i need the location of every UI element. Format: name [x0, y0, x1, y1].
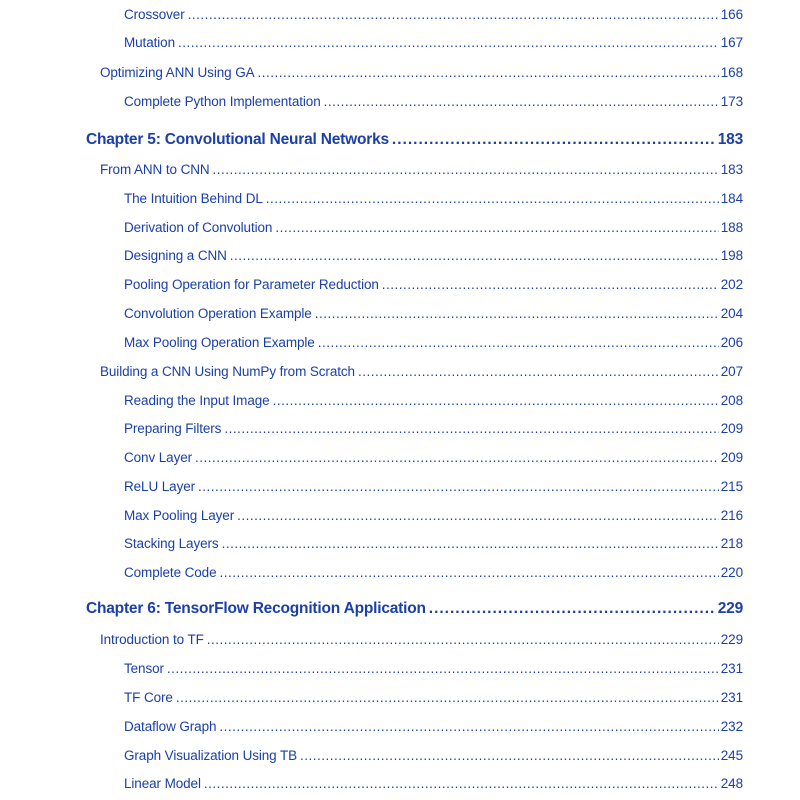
toc-entry-page[interactable]: 232	[720, 719, 743, 734]
toc-entry-page[interactable]: 166	[720, 7, 743, 22]
toc-entry-leader	[237, 508, 719, 523]
toc-entry-leader	[195, 450, 719, 465]
toc-entry-title[interactable]: Pooling Operation for Parameter Reduction	[124, 277, 379, 292]
toc-entry[interactable]	[124, 661, 743, 676]
toc-entry-page[interactable]: 184	[720, 191, 743, 206]
toc-entry-title[interactable]: Optimizing ANN Using GA	[100, 65, 255, 80]
toc-entry-leader	[315, 306, 719, 321]
toc-entry-leader	[188, 7, 719, 22]
toc-entry-leader	[258, 65, 719, 80]
toc-entry-leader	[318, 335, 719, 350]
toc-entry-leader	[219, 719, 718, 734]
toc-entry[interactable]	[124, 220, 743, 235]
toc-entry-leader	[230, 248, 719, 263]
toc-entry-title[interactable]: Max Pooling Layer	[124, 508, 235, 523]
toc-entry[interactable]	[100, 65, 743, 80]
toc-entry-page[interactable]: 188	[720, 220, 743, 235]
toc-entry[interactable]	[124, 421, 743, 436]
toc-entry-title[interactable]: Designing a CNN	[124, 248, 227, 263]
toc-entry-title[interactable]: Tensor	[124, 661, 164, 676]
toc-chapter-entry[interactable]	[86, 131, 743, 149]
toc-chapter-title[interactable]: Chapter 5: Convolutional Neural Networks	[86, 131, 389, 148]
toc-entry[interactable]	[124, 248, 743, 263]
toc-entry-leader	[324, 94, 719, 109]
toc-entry-title[interactable]: Crossover	[124, 7, 185, 22]
toc-entry[interactable]	[124, 719, 743, 734]
toc-entry-title[interactable]: Conv Layer	[124, 450, 193, 465]
toc-entry-title[interactable]: Reading the Input Image	[124, 393, 270, 408]
toc-entry[interactable]	[100, 162, 743, 177]
toc-entry-title[interactable]: The Intuition Behind DL	[124, 191, 263, 206]
toc-entry-page[interactable]: 204	[720, 306, 743, 321]
toc-entry-title[interactable]: Stacking Layers	[124, 536, 219, 551]
toc-entry-leader	[176, 690, 719, 705]
toc-entry-page[interactable]: 168	[720, 65, 743, 80]
toc-entry[interactable]	[124, 393, 743, 408]
toc-entry-leader	[207, 632, 719, 647]
toc-entry[interactable]	[124, 748, 743, 763]
toc-entry-page[interactable]: 207	[720, 364, 743, 379]
toc-entry-page[interactable]: 231	[720, 690, 743, 705]
toc-chapter-page[interactable]: 183	[717, 131, 743, 148]
toc-entry-page[interactable]: 218	[720, 536, 743, 551]
toc-entry-page[interactable]: 206	[720, 335, 743, 350]
toc-entry[interactable]	[124, 450, 743, 465]
toc-entry[interactable]	[100, 364, 743, 379]
toc-entry[interactable]	[124, 690, 743, 705]
toc-entry-leader	[392, 131, 716, 149]
toc-entry[interactable]	[124, 536, 743, 551]
toc-entry-title[interactable]: Mutation	[124, 35, 175, 50]
toc-entry-title[interactable]: ReLU Layer	[124, 479, 196, 494]
toc-entry-leader	[275, 220, 718, 235]
toc-entry-leader	[198, 479, 719, 494]
toc-entry-page[interactable]: 209	[720, 421, 743, 436]
toc-entry[interactable]	[124, 479, 743, 494]
toc-entry-page[interactable]: 229	[720, 632, 743, 647]
toc-entry-title[interactable]: Graph Visualization Using TB	[124, 748, 298, 763]
toc-entry-page[interactable]: 167	[720, 35, 743, 50]
toc-entry[interactable]	[124, 306, 743, 321]
toc-entry-page[interactable]: 215	[720, 479, 743, 494]
toc-entry[interactable]	[124, 776, 743, 791]
toc-entry-title[interactable]: Complete Python Implementation	[124, 94, 321, 109]
toc-entry-title[interactable]: Preparing Filters	[124, 421, 222, 436]
toc-entry-leader	[273, 393, 719, 408]
toc-entry-leader	[300, 748, 719, 763]
toc-entry-page[interactable]: 173	[720, 94, 743, 109]
toc-entry-leader	[382, 277, 719, 292]
toc-entry-title[interactable]: TF Core	[124, 690, 173, 705]
toc-entry-leader	[222, 536, 719, 551]
toc-entry[interactable]	[124, 335, 743, 350]
toc-entry-leader	[429, 600, 716, 618]
toc-entry-leader	[220, 565, 719, 580]
toc-entry-page[interactable]: 231	[720, 661, 743, 676]
toc-entry[interactable]	[124, 94, 743, 109]
toc-entry-page[interactable]: 216	[720, 508, 743, 523]
toc-entry-leader	[358, 364, 719, 379]
toc-entry-page[interactable]: 248	[720, 776, 743, 791]
toc-entry-page[interactable]: 220	[720, 565, 743, 580]
toc-entry-title[interactable]: Introduction to TF	[100, 632, 204, 647]
toc-entry-leader	[167, 661, 719, 676]
toc-chapter-title[interactable]: Chapter 6: TensorFlow Recognition Application	[86, 600, 426, 617]
toc-entry-title[interactable]: Max Pooling Operation Example	[124, 335, 315, 350]
toc-entry-page[interactable]: 198	[720, 248, 743, 263]
toc-entry-leader	[266, 191, 719, 206]
toc-entry-page[interactable]: 245	[720, 748, 743, 763]
toc-entry-leader	[204, 776, 719, 791]
toc-entry-leader	[224, 421, 718, 436]
toc-entry-leader	[178, 35, 719, 50]
toc-entry-page[interactable]: 183	[720, 162, 743, 177]
toc-entry[interactable]	[124, 508, 743, 523]
toc-entry-title[interactable]: Dataflow Graph	[124, 719, 217, 734]
toc-entry[interactable]	[124, 565, 743, 580]
toc-entry-title[interactable]: From ANN to CNN	[100, 162, 210, 177]
toc-entry-title[interactable]: Convolution Operation Example	[124, 306, 312, 321]
toc-entry[interactable]	[124, 277, 743, 292]
toc-entry-title[interactable]: Complete Code	[124, 565, 217, 580]
toc-entry-title[interactable]: Linear Model	[124, 776, 201, 791]
toc-entry-page[interactable]: 208	[720, 393, 743, 408]
toc-entry-page[interactable]: 209	[720, 450, 743, 465]
toc-entry[interactable]	[124, 35, 743, 50]
toc-chapter-entry[interactable]	[86, 600, 743, 618]
toc-entry-leader	[213, 162, 719, 177]
toc-entry-title[interactable]: Derivation of Convolution	[124, 220, 273, 235]
toc-entry[interactable]	[124, 191, 743, 206]
toc-entry[interactable]	[124, 7, 743, 22]
toc-chapter-page[interactable]: 229	[717, 600, 743, 617]
toc-entry-page[interactable]: 202	[720, 277, 743, 292]
toc-entry[interactable]	[100, 632, 743, 647]
toc-entry-title[interactable]: Building a CNN Using NumPy from Scratch	[100, 364, 355, 379]
